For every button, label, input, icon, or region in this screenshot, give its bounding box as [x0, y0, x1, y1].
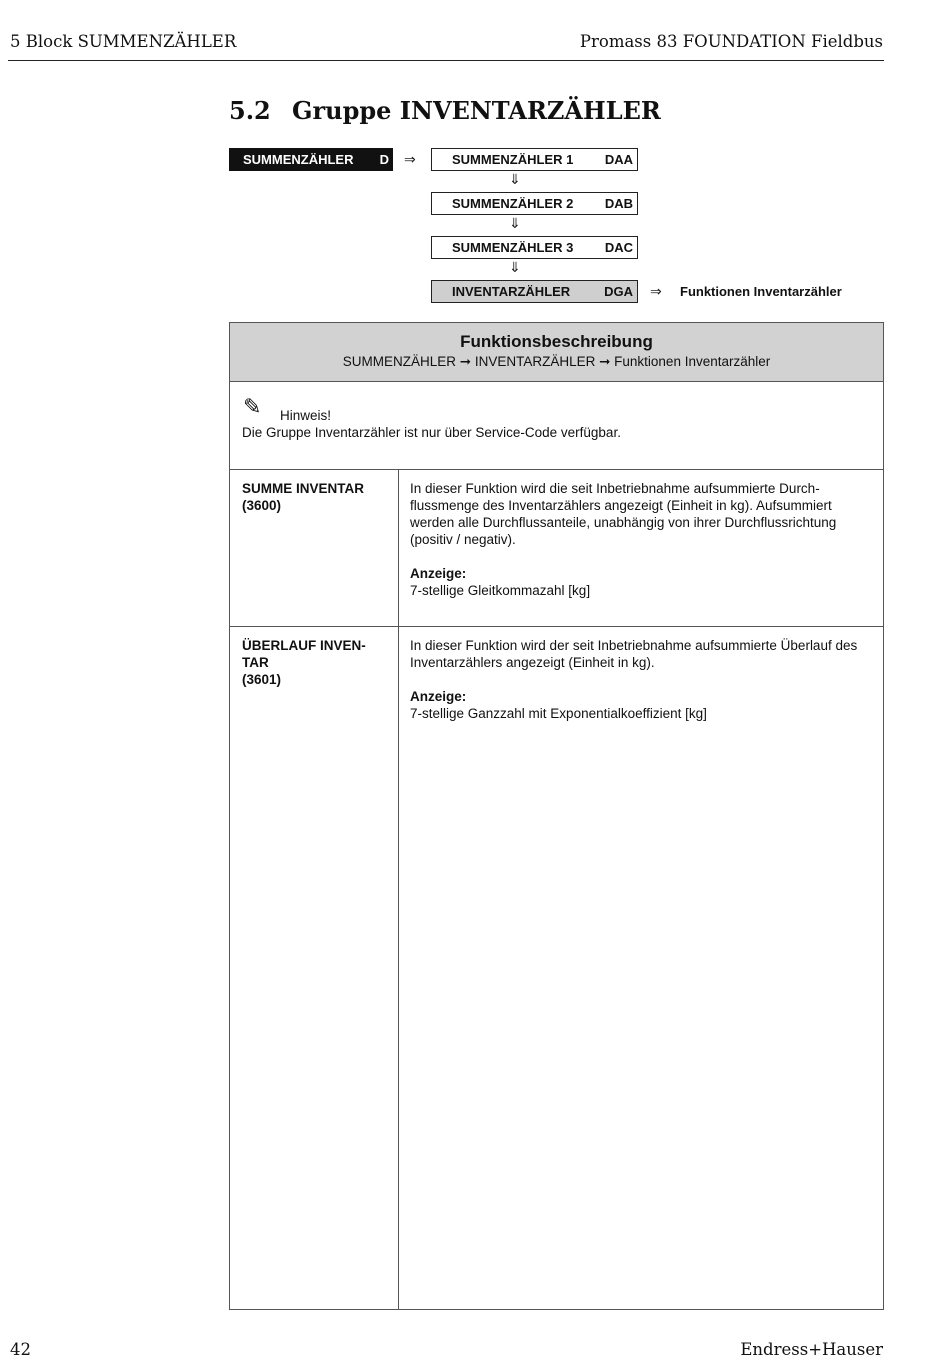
- down-arrow-icon: ⇓: [509, 171, 521, 187]
- function-code: (3601): [242, 672, 282, 687]
- group-code: DAB: [604, 196, 633, 211]
- group-code: DAA: [604, 152, 633, 167]
- table-header: [230, 323, 883, 382]
- function-name: [242, 480, 392, 514]
- description-line: Inventarzählers angezeigt (Einheit in kg).: [410, 655, 655, 670]
- description-line: (positiv / negativ).: [410, 532, 516, 547]
- group-label: SUMMENZÄHLER 1: [452, 152, 574, 167]
- display-label: Anzeige:: [410, 689, 467, 704]
- description-line: werden alle Durchflussanteile, unabhängig von ihrer Durchflussrichtung: [410, 515, 837, 530]
- table-path: SUMMENZÄHLER ➞ INVENTARZÄHLER ➞ Funktionen Inventarzähler: [342, 354, 771, 369]
- column-divider: [398, 627, 399, 1309]
- function-description: [410, 637, 872, 722]
- block-code: D: [379, 152, 389, 167]
- function-name-line: TAR: [242, 655, 269, 670]
- block-label: SUMMENZÄHLER: [243, 152, 354, 167]
- group-box-4: [431, 280, 638, 303]
- target-label: Funktionen Inventarzähler: [680, 284, 842, 299]
- note-text: Die Gruppe Inventarzähler ist nur über Service-Code verfügbar.: [242, 425, 621, 440]
- function-name-line: ÜBERLAUF INVEN-: [242, 638, 366, 653]
- down-arrow-icon: ⇓: [509, 259, 521, 275]
- group-code: DAC: [604, 240, 633, 255]
- right-arrow-icon: ⇒: [404, 151, 416, 167]
- group-label: SUMMENZÄHLER 3: [452, 240, 574, 255]
- group-label: INVENTARZÄHLER: [452, 284, 571, 299]
- running-header-left: 5 Block SUMMENZÄHLER: [10, 32, 237, 51]
- table-title: Funktionsbeschreibung: [460, 332, 653, 351]
- table-row: [230, 627, 883, 1309]
- block-box: [229, 148, 393, 171]
- function-name: [242, 637, 392, 688]
- function-description: [410, 480, 872, 599]
- down-arrow-icon: ⇓: [509, 215, 521, 231]
- description-line: In dieser Funktion wird der seit Inbetriebnahme aufsummierte Überlauf des: [410, 638, 858, 653]
- note-box: [230, 382, 883, 470]
- section-title: Gruppe INVENTARZÄHLER: [292, 96, 661, 125]
- brand-logo: Endress+Hauser: [740, 1340, 883, 1359]
- display-label: Anzeige:: [410, 566, 467, 581]
- description-line: flussmenge des Inventarzählers angezeigt (Einheit in kg). Aufsummiert: [410, 498, 832, 513]
- display-value: 7-stellige Ganzzahl mit Exponentialkoeffizient [kg]: [410, 706, 707, 721]
- group-box-3: [431, 236, 638, 259]
- display-value: 7-stellige Gleitkommazahl [kg]: [410, 583, 591, 598]
- function-code: (3600): [242, 498, 282, 513]
- running-header-right: Promass 83 FOUNDATION Fieldbus: [579, 32, 883, 51]
- column-divider: [398, 470, 399, 626]
- function-name-line: SUMME INVENTAR: [242, 481, 365, 496]
- note-label: Hinweis!: [280, 408, 332, 423]
- group-box-1: [431, 148, 638, 171]
- description-line: In dieser Funktion wird die seit Inbetriebnahme aufsummierte Durch-: [410, 481, 820, 496]
- group-code: DGA: [604, 284, 633, 299]
- section-number: 5.2: [229, 96, 271, 125]
- table-row: [230, 470, 883, 627]
- pencil-icon: ✎: [243, 394, 262, 419]
- function-table: [229, 322, 884, 1310]
- group-box-2: [431, 192, 638, 215]
- group-label: SUMMENZÄHLER 2: [452, 196, 574, 211]
- right-arrow-icon: ⇒: [650, 283, 662, 299]
- header-rule: [8, 60, 884, 61]
- page-number: 42: [10, 1340, 31, 1359]
